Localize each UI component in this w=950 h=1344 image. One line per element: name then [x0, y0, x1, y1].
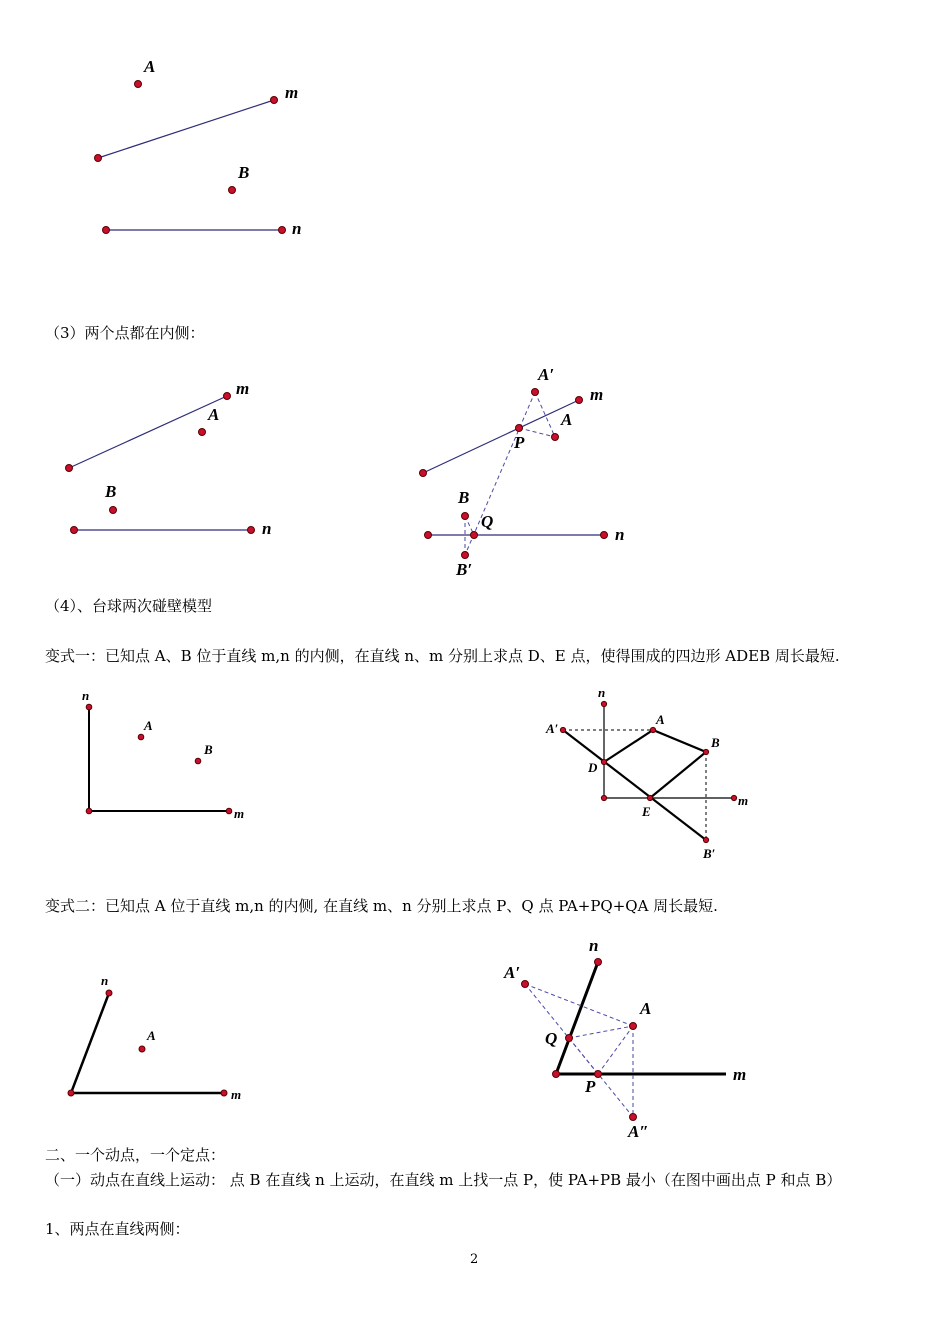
label-a-prime: A′	[538, 365, 555, 384]
item1-text: 1、两点在直线两侧：	[45, 1220, 190, 1238]
label-d: D	[588, 760, 598, 775]
variant2-text: 变式二：已知点 A 位于直线 m,n 的内侧, 在直线 m、n 分别上求点 P、Q 点 PA+PQ+QA 周长最短.	[45, 897, 718, 915]
label-m: m	[738, 793, 749, 808]
section2-heading: 二、一个动点，一个定点：	[45, 1146, 226, 1164]
label-a-dprime: A″	[628, 1122, 649, 1141]
label-a: A	[208, 405, 220, 424]
label-b: B	[204, 742, 213, 757]
label-b: B	[238, 163, 250, 182]
label-m: m	[236, 379, 250, 398]
label-n: n	[292, 219, 302, 238]
dashed-line	[569, 1038, 633, 1117]
label-m: m	[590, 385, 604, 404]
label-n: n	[101, 973, 109, 988]
label-q: Q	[545, 1029, 558, 1048]
label-m: m	[231, 1087, 242, 1102]
point	[595, 959, 602, 966]
angle-lines	[556, 962, 726, 1074]
label-a: A	[640, 999, 652, 1018]
label-m: m	[285, 83, 299, 102]
label-p: P	[585, 1077, 596, 1096]
label-n: n	[598, 685, 606, 700]
label-n: n	[615, 525, 625, 544]
label-a: A	[656, 712, 665, 727]
label-b-prime: B′	[456, 560, 473, 579]
dashed-line	[569, 1026, 633, 1038]
label-b: B	[105, 482, 117, 501]
label-b: B	[458, 488, 470, 507]
page-number: 2	[470, 1252, 479, 1267]
label-a: A	[144, 57, 156, 76]
point	[522, 981, 529, 988]
dashed-line	[525, 984, 633, 1026]
label-p: P	[514, 433, 525, 452]
label-n: n	[82, 688, 90, 703]
label-e: E	[642, 804, 651, 819]
label-a: A	[147, 1028, 156, 1043]
sub1-text: （一）动点在直线上运动： 点 B 在直线 n 上运动，在直线 m 上找一点 P，使 PA+PB 最小（在图中画出点 P 和点 B）	[45, 1171, 842, 1189]
dashed-line	[598, 1026, 633, 1074]
label-a: A	[144, 718, 153, 733]
label-a: A	[561, 410, 573, 429]
label-b-prime: B′	[703, 846, 716, 861]
label-a-prime: A′	[504, 963, 521, 982]
point	[630, 1023, 637, 1030]
case4-heading: （4）、台球两次碰壁模型	[45, 597, 213, 615]
label-q: Q	[481, 512, 494, 531]
label-b: B	[711, 735, 720, 750]
point	[630, 1114, 637, 1121]
label-a-prime: A′	[546, 721, 559, 736]
point	[595, 1071, 602, 1078]
label-m: m	[234, 806, 245, 821]
case3-heading: （3）两个点都在内侧：	[45, 324, 205, 342]
label-n: n	[589, 936, 599, 955]
label-m: m	[733, 1065, 747, 1084]
point	[566, 1035, 573, 1042]
variant1-text: 变式一：已知点 A、B 位于直线 m,n 的内侧，在直线 n、m 分别上求点 D、E 点，使得围成的四边形 ADEB 周长最短.	[45, 647, 840, 665]
point	[553, 1071, 560, 1078]
label-n: n	[262, 519, 272, 538]
